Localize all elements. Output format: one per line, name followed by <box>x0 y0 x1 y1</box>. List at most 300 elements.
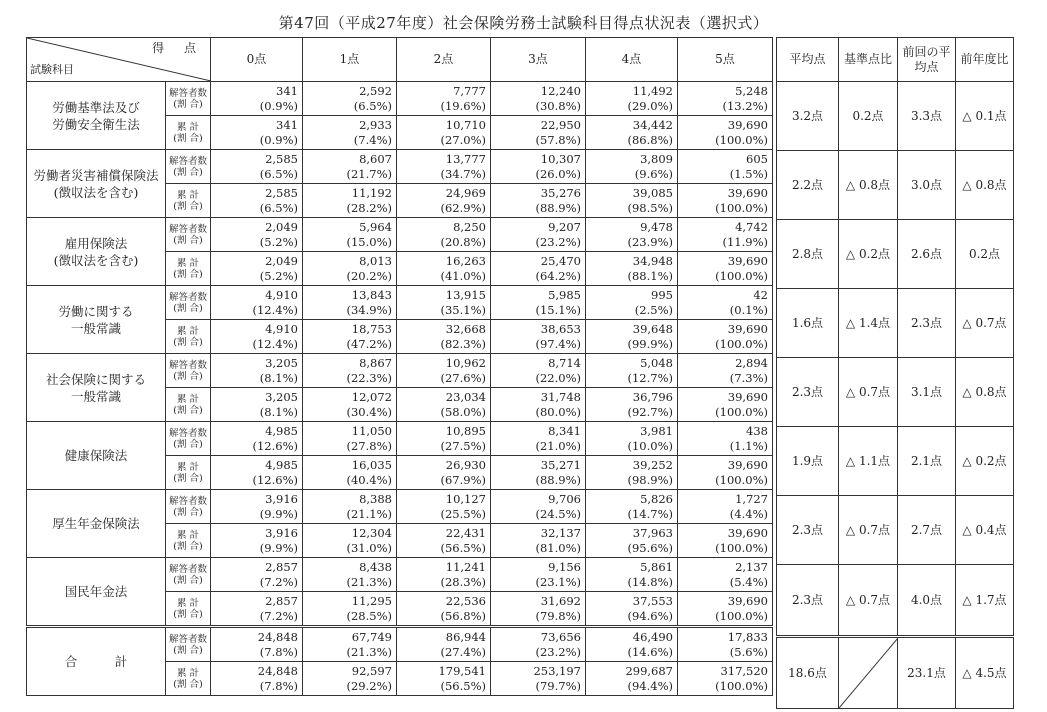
count: 42 <box>753 287 768 302</box>
row-sublabel: (割 合) <box>173 678 203 690</box>
answered-label <box>166 354 211 388</box>
percentage: (1.1%) <box>729 438 768 453</box>
cumulative-cell <box>397 662 491 696</box>
cumulative-cell <box>586 524 678 558</box>
prev-avg-cell <box>898 496 956 565</box>
row-sublabel: (割 合) <box>173 438 203 450</box>
table-row <box>27 558 773 592</box>
cumulative-label <box>166 388 211 422</box>
count: 8,341 <box>548 423 581 438</box>
vs-standard-cell <box>839 496 898 565</box>
percentage: (0.9%) <box>259 132 298 147</box>
percentage: (47.2%) <box>346 336 392 351</box>
row-label: 累 計 <box>176 325 200 337</box>
percentage: (23.1%) <box>535 574 581 589</box>
cumulative-cell <box>491 592 586 627</box>
vs-standard-value: △ 1.4点 <box>845 315 891 330</box>
row-label: 累 計 <box>176 529 200 541</box>
count: 5,248 <box>735 83 768 98</box>
vs-standard-cell <box>839 565 898 637</box>
score-column-header: 4点 <box>586 38 678 82</box>
prev-avg-value: 2.3点 <box>910 315 943 330</box>
count: 2,585 <box>265 151 298 166</box>
count: 3,981 <box>640 423 673 438</box>
percentage: (57.8%) <box>535 132 581 147</box>
count: 341 <box>276 117 298 132</box>
yoy-cell <box>956 289 1014 358</box>
row-sublabel: (割 合) <box>173 506 203 518</box>
count: 39,690 <box>727 253 768 268</box>
yoy-value: △ 0.2点 <box>962 453 1007 468</box>
yoy-value: △ 0.4点 <box>962 522 1007 537</box>
count: 35,276 <box>540 185 581 200</box>
cumulative-cell <box>491 388 586 422</box>
avg-header: 平均点 <box>777 38 839 82</box>
row-sublabel: (割 合) <box>173 574 203 586</box>
percentage: (9.9%) <box>259 540 298 555</box>
cumulative-cell <box>678 592 773 627</box>
cumulative-cell <box>397 184 491 218</box>
percentage: (29.2%) <box>346 678 392 693</box>
table-row <box>27 218 773 252</box>
subject-name-text: 雇用保険法 (徴収法を含む) <box>53 235 139 268</box>
answered-cell <box>491 354 586 388</box>
percentage: (100.0%) <box>715 336 768 351</box>
count: 39,690 <box>727 525 768 540</box>
subject-header-label: 試験科目 <box>30 63 74 76</box>
answered-cell <box>586 422 678 456</box>
percentage: (0.1%) <box>729 302 768 317</box>
answered-cell <box>303 422 397 456</box>
cumulative-cell <box>397 116 491 150</box>
row-sublabel: (割 合) <box>173 644 203 656</box>
row-label: 解答者数 <box>168 87 207 99</box>
count: 16,035 <box>351 457 392 472</box>
count: 9,478 <box>640 219 673 234</box>
summary-row <box>777 289 1014 358</box>
cumulative-cell <box>397 592 491 627</box>
percentage: (12.6%) <box>252 438 298 453</box>
vs-standard-value: △ 0.7点 <box>845 384 891 399</box>
row-sublabel: (割 合) <box>173 132 203 144</box>
answered-cell <box>491 286 586 320</box>
count: 9,207 <box>548 219 581 234</box>
count: 22,431 <box>445 525 486 540</box>
answered-cell <box>397 218 491 252</box>
cumulative-cell <box>678 116 773 150</box>
percentage: (27.8%) <box>346 438 392 453</box>
answered-cell <box>678 627 773 662</box>
count: 86,944 <box>445 629 486 644</box>
summary-row <box>777 358 1014 427</box>
percentage: (21.0%) <box>535 438 581 453</box>
subject-name <box>27 490 166 558</box>
answered-cell <box>303 354 397 388</box>
row-label: 累 計 <box>176 121 200 133</box>
prev-avg-cell <box>898 358 956 427</box>
table-row <box>27 286 773 320</box>
percentage: (11.9%) <box>722 234 768 249</box>
score-column-header: 5点 <box>678 38 773 82</box>
yoy-value: △ 0.1点 <box>962 108 1007 123</box>
count: 39,690 <box>727 117 768 132</box>
avg-value: 2.3点 <box>791 592 824 607</box>
cumulative-cell <box>303 320 397 354</box>
yoy-cell <box>956 637 1014 709</box>
vs-standard-header: 基準点比 <box>839 38 898 82</box>
summary-row <box>777 151 1014 220</box>
percentage: (100.0%) <box>715 200 768 215</box>
count: 341 <box>276 83 298 98</box>
count: 4,985 <box>265 457 298 472</box>
count: 39,648 <box>632 321 673 336</box>
count: 8,714 <box>548 355 581 370</box>
answered-cell <box>491 150 586 184</box>
percentage: (40.4%) <box>346 472 392 487</box>
count: 7,777 <box>453 83 486 98</box>
percentage: (100.0%) <box>715 268 768 283</box>
cumulative-cell <box>397 388 491 422</box>
count: 5,861 <box>640 559 673 574</box>
count: 17,833 <box>727 629 768 644</box>
answered-cell <box>397 82 491 116</box>
count: 317,520 <box>720 663 768 678</box>
percentage: (15.0%) <box>346 234 392 249</box>
row-label: 解答者数 <box>168 291 207 303</box>
percentage: (24.5%) <box>535 506 581 521</box>
count: 24,969 <box>445 185 486 200</box>
avg-cell <box>777 289 839 358</box>
cumulative-cell <box>303 662 397 696</box>
count: 8,250 <box>453 219 486 234</box>
score-column-header: 1点 <box>303 38 397 82</box>
percentage: (25.5%) <box>440 506 486 521</box>
cumulative-label <box>166 116 211 150</box>
answered-cell <box>678 558 773 592</box>
count: 4,910 <box>265 321 298 336</box>
answered-cell <box>491 82 586 116</box>
percentage: (6.5%) <box>259 200 298 215</box>
score-column-header: 0点 <box>211 38 303 82</box>
answered-cell <box>211 354 303 388</box>
row-label: 累 計 <box>176 597 200 609</box>
answered-cell <box>491 558 586 592</box>
answered-cell <box>586 627 678 662</box>
percentage: (23.2%) <box>535 234 581 249</box>
percentage: (19.6%) <box>440 98 486 113</box>
table-row <box>27 354 773 388</box>
yoy-value: △ 0.8点 <box>962 384 1007 399</box>
cumulative-cell <box>303 524 397 558</box>
subject-name <box>27 627 166 696</box>
row-sublabel: (割 合) <box>173 234 203 246</box>
count: 10,710 <box>445 117 486 132</box>
count: 10,895 <box>445 423 486 438</box>
subject-name <box>27 286 166 354</box>
answered-cell <box>586 490 678 524</box>
summary-row <box>777 220 1014 289</box>
vs-standard-cell <box>839 220 898 289</box>
percentage: (2.5%) <box>634 302 673 317</box>
summary-row <box>777 427 1014 496</box>
cumulative-cell <box>491 184 586 218</box>
count: 92,597 <box>351 663 392 678</box>
percentage: (12.6%) <box>252 472 298 487</box>
subject-name <box>27 82 166 150</box>
yoy-value: 0.2点 <box>968 246 1001 261</box>
percentage: (7.2%) <box>259 608 298 623</box>
percentage: (34.7%) <box>440 166 486 181</box>
answered-cell <box>586 82 678 116</box>
table-row <box>27 490 773 524</box>
cumulative-cell <box>211 388 303 422</box>
score-column-header: 3点 <box>491 38 586 82</box>
answered-cell <box>397 490 491 524</box>
count: 34,948 <box>632 253 673 268</box>
percentage: (88.9%) <box>535 200 581 215</box>
count: 2,894 <box>735 355 768 370</box>
percentage: (7.4%) <box>353 132 392 147</box>
cumulative-cell <box>303 252 397 286</box>
diagonal-slash <box>839 638 898 708</box>
percentage: (5.6%) <box>729 644 768 659</box>
percentage: (28.3%) <box>440 574 486 589</box>
percentage: (81.0%) <box>535 540 581 555</box>
answered-cell <box>303 150 397 184</box>
cumulative-cell <box>211 592 303 627</box>
cumulative-cell <box>586 388 678 422</box>
row-label: 累 計 <box>176 461 200 473</box>
percentage: (21.1%) <box>346 506 392 521</box>
percentage: (12.4%) <box>252 336 298 351</box>
percentage: (26.0%) <box>535 166 581 181</box>
count: 2,933 <box>359 117 392 132</box>
avg-cell <box>777 220 839 289</box>
percentage: (56.5%) <box>440 678 486 693</box>
percentage: (7.3%) <box>729 370 768 385</box>
answered-cell <box>303 490 397 524</box>
count: 2,857 <box>265 593 298 608</box>
answered-label <box>166 558 211 592</box>
count: 8,867 <box>359 355 392 370</box>
avg-value: 2.2点 <box>791 177 824 192</box>
answered-cell <box>678 286 773 320</box>
answered-cell <box>303 286 397 320</box>
percentage: (88.9%) <box>535 472 581 487</box>
count: 12,240 <box>540 83 581 98</box>
cumulative-cell <box>211 524 303 558</box>
answered-label <box>166 218 211 252</box>
prev-avg-cell <box>898 220 956 289</box>
yoy-value: △ 4.5点 <box>962 665 1007 680</box>
count: 605 <box>746 151 768 166</box>
percentage: (100.0%) <box>715 472 768 487</box>
percentage: (29.0%) <box>627 98 673 113</box>
answered-cell <box>397 150 491 184</box>
percentage: (15.1%) <box>535 302 581 317</box>
avg-cell <box>777 496 839 565</box>
percentage: (9.6%) <box>634 166 673 181</box>
count: 39,690 <box>727 321 768 336</box>
avg-value: 2.3点 <box>791 384 824 399</box>
row-label: 累 計 <box>176 189 200 201</box>
answered-cell <box>586 354 678 388</box>
answered-cell <box>211 627 303 662</box>
score-header-label: 得 点 <box>152 41 204 55</box>
percentage: (35.1%) <box>440 302 486 317</box>
percentage: (100.0%) <box>715 132 768 147</box>
prev-avg-value: 2.6点 <box>910 246 943 261</box>
percentage: (80.0%) <box>535 404 581 419</box>
count: 67,749 <box>351 629 392 644</box>
cumulative-cell <box>586 184 678 218</box>
vs-standard-cell <box>839 358 898 427</box>
percentage: (10.0%) <box>627 438 673 453</box>
row-sublabel: (割 合) <box>173 370 203 382</box>
percentage: (7.8%) <box>259 678 298 693</box>
percentage: (0.9%) <box>259 98 298 113</box>
count: 35,271 <box>540 457 581 472</box>
count: 10,307 <box>540 151 581 166</box>
count: 31,748 <box>540 389 581 404</box>
count: 39,690 <box>727 593 768 608</box>
cumulative-cell <box>491 116 586 150</box>
cumulative-cell <box>397 320 491 354</box>
subject-name-text: 社会保険に関する 一般常識 <box>45 371 146 404</box>
cumulative-cell <box>303 592 397 627</box>
vs-standard-value: △ 0.7点 <box>845 592 891 607</box>
count: 37,553 <box>632 593 673 608</box>
subject-name <box>27 422 166 490</box>
prev-avg-value: 4.0点 <box>910 592 943 607</box>
vs-standard-value: △ 0.7点 <box>845 522 891 537</box>
answered-label <box>166 150 211 184</box>
count: 46,490 <box>632 629 673 644</box>
answered-cell <box>491 422 586 456</box>
answered-cell <box>397 286 491 320</box>
answered-cell <box>491 490 586 524</box>
answered-cell <box>397 627 491 662</box>
answered-cell <box>211 286 303 320</box>
score-column-header: 2点 <box>397 38 491 82</box>
table-row <box>27 422 773 456</box>
answered-cell <box>397 422 491 456</box>
count: 11,050 <box>351 423 392 438</box>
cumulative-cell <box>678 524 773 558</box>
vs-standard-cell <box>839 289 898 358</box>
percentage: (4.4%) <box>729 506 768 521</box>
count: 34,442 <box>632 117 673 132</box>
percentage: (79.8%) <box>535 608 581 623</box>
cumulative-label <box>166 456 211 490</box>
header-row <box>27 38 773 82</box>
count: 5,048 <box>640 355 673 370</box>
answered-cell <box>678 422 773 456</box>
count: 5,826 <box>640 491 673 506</box>
percentage: (23.2%) <box>535 644 581 659</box>
count: 3,205 <box>265 355 298 370</box>
cumulative-cell <box>491 662 586 696</box>
cumulative-cell <box>586 456 678 490</box>
yoy-cell <box>956 496 1014 565</box>
subject-name-text: 合 計 <box>64 654 128 669</box>
avg-value: 18.6点 <box>788 665 827 680</box>
avg-value: 1.6点 <box>791 315 824 330</box>
vs-standard-cell <box>839 151 898 220</box>
avg-value: 1.9点 <box>791 453 824 468</box>
answered-cell <box>211 422 303 456</box>
count: 3,916 <box>265 525 298 540</box>
avg-value: 3.2点 <box>791 108 824 123</box>
subject-name <box>27 354 166 422</box>
count: 995 <box>651 287 673 302</box>
prev-avg-cell <box>898 151 956 220</box>
answered-cell <box>678 82 773 116</box>
yoy-value: △ 1.7点 <box>962 592 1007 607</box>
percentage: (27.6%) <box>440 370 486 385</box>
percentage: (5.4%) <box>729 574 768 589</box>
answered-label <box>166 82 211 116</box>
count: 16,263 <box>445 253 486 268</box>
row-sublabel: (割 合) <box>173 200 203 212</box>
percentage: (5.2%) <box>259 234 298 249</box>
count: 438 <box>746 423 768 438</box>
count: 73,656 <box>540 629 581 644</box>
answered-cell <box>586 286 678 320</box>
answered-cell <box>211 218 303 252</box>
row-label: 累 計 <box>176 257 200 269</box>
subject-name-text: 労働者災害補償保険法 (徴収法を含む) <box>33 167 159 200</box>
count: 25,470 <box>540 253 581 268</box>
avg-cell <box>777 151 839 220</box>
percentage: (20.2%) <box>346 268 392 283</box>
row-sublabel: (割 合) <box>173 98 203 110</box>
count: 12,072 <box>351 389 392 404</box>
vs-standard-value: △ 0.8点 <box>845 177 891 192</box>
prev-avg-cell <box>898 289 956 358</box>
answered-cell <box>678 218 773 252</box>
cumulative-cell <box>397 456 491 490</box>
row-label: 解答者数 <box>168 495 207 507</box>
count: 24,848 <box>257 629 298 644</box>
row-sublabel: (割 合) <box>173 608 203 620</box>
count: 2,137 <box>735 559 768 574</box>
percentage: (41.0%) <box>440 268 486 283</box>
cumulative-cell <box>397 252 491 286</box>
count: 10,962 <box>445 355 486 370</box>
row-sublabel: (割 合) <box>173 268 203 280</box>
summary-row <box>777 82 1014 151</box>
subject-name-text: 厚生年金保険法 <box>52 516 140 531</box>
count: 2,857 <box>265 559 298 574</box>
percentage: (92.7%) <box>627 404 673 419</box>
table-row <box>27 150 773 184</box>
answered-cell <box>303 82 397 116</box>
subject-name-text: 健康保険法 <box>64 448 128 463</box>
count: 39,690 <box>727 185 768 200</box>
cumulative-label <box>166 592 211 627</box>
summary-row <box>777 565 1014 637</box>
count: 39,690 <box>727 457 768 472</box>
count: 179,541 <box>438 663 486 678</box>
count: 8,438 <box>359 559 392 574</box>
count: 253,197 <box>533 663 581 678</box>
answered-label <box>166 286 211 320</box>
count: 22,536 <box>445 593 486 608</box>
percentage: (21.3%) <box>346 644 392 659</box>
avg-cell <box>777 358 839 427</box>
yoy-cell <box>956 82 1014 151</box>
